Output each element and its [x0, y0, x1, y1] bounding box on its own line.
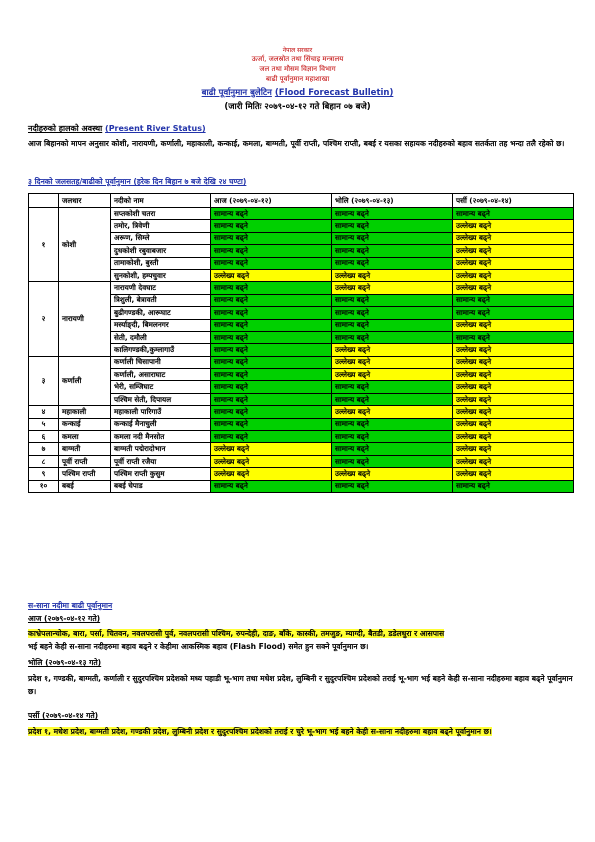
forecast-tomorrow: सामान्य बढ्ने [332, 393, 453, 405]
forecast-today: सामान्य बढ्ने [211, 294, 332, 306]
present-status-heading-en: (Present River Status) [105, 124, 206, 133]
basin-name: पश्चिम राप्ती [59, 468, 111, 480]
forecast-today: सामान्य बढ्ने [211, 431, 332, 443]
table-row [29, 418, 574, 430]
river-name: कालिगण्डकी,कुम्लागाउँ [111, 344, 211, 356]
forecast-dayafter: उल्लेख्य बढ्ने [453, 269, 574, 281]
forecast-tomorrow: सामान्य बढ्ने [332, 220, 453, 232]
forecast-today: सामान्य बढ्ने [211, 418, 332, 430]
forecast-tomorrow: सामान्य बढ्ने [332, 418, 453, 430]
forecast-dayafter: उल्लेख्य बढ्ने [453, 468, 574, 480]
forecast-tomorrow: सामान्य बढ्ने [332, 381, 453, 393]
river-name: दुधकोशी रबुवाबजार [111, 245, 211, 257]
table-row [29, 455, 574, 467]
forecast-dayafter: उल्लेख्य बढ्ने [453, 431, 574, 443]
forecast-today: सामान्य बढ्ने [211, 406, 332, 418]
river-name: महाकाली पारिगाउँ [111, 406, 211, 418]
basin-number: १० [29, 480, 59, 492]
present-status-heading [28, 123, 206, 134]
forecast-tomorrow: उल्लेख्य बढ्ने [332, 269, 453, 281]
forecast-dayafter: उल्लेख्य बढ्ने [453, 245, 574, 257]
header-government: नेपाल सरकार [282, 47, 313, 54]
small-rivers-today-highlight: काभ्रेपलान्चोक, बारा, पर्सा, चितवन, नवलपरासी पुर्व, नवलपरासी पश्चिम, रुपन्देही, दाङ, बाँके, कास्की, तमजुङ, म्याग्दी, बैतडी, डडेलधुरा र आसपास [28, 629, 445, 638]
basin-name: बाग्मती [59, 443, 111, 455]
river-name: तामाकोशी, बुस्ती [111, 257, 211, 269]
basin-number: १ [29, 208, 59, 282]
forecast-tomorrow: उल्लेख्य बढ्ने [332, 356, 453, 368]
forecast-dayafter: उल्लेख्य बढ्ने [453, 393, 574, 405]
forecast-tomorrow: उल्लेख्य बढ्ने [332, 468, 453, 480]
river-name: अरूण, सिम्ले [111, 232, 211, 244]
forecast-today: उल्लेख्य बढ्ने [211, 269, 332, 281]
forecast-tomorrow: सामान्य बढ्ने [332, 257, 453, 269]
river-name: कर्णाली, असाराघाट [111, 369, 211, 381]
basin-name: कर्णाली [59, 356, 111, 406]
forecast-tomorrow: सामान्य बढ्ने [332, 208, 453, 220]
forecast-tomorrow: सामान्य बढ्ने [332, 245, 453, 257]
small-rivers-today-label: आज (२०७९-०४-१२ गते) [28, 614, 101, 623]
forecast-dayafter: उल्लेख्य बढ्ने [453, 319, 574, 331]
forecast-tomorrow: उल्लेख्य बढ्ने [332, 344, 453, 356]
table-row [29, 406, 574, 418]
forecast-dayafter: उल्लेख्य बढ्ने [453, 220, 574, 232]
forecast-today: सामान्य बढ्ने [211, 381, 332, 393]
forecast-dayafter: उल्लेख्य बढ्ने [453, 356, 574, 368]
forecast-today: सामान्य बढ्ने [211, 282, 332, 294]
river-name: सुनकोशी, हम्पचुवार [111, 269, 211, 281]
forecast-tomorrow: उल्लेख्य बढ्ने [332, 282, 453, 294]
small-rivers-dayafter-label: पर्सी (२०७९-०४-१४ गते) [28, 711, 99, 720]
basin-name: बबई [59, 480, 111, 492]
forecast-today: सामान्य बढ्ने [211, 307, 332, 319]
forecast-today: सामान्य बढ्ने [211, 480, 332, 492]
present-status-text: आज बिहानको मापन अनुसार कोशी, नारायणी, कर्णाली, महाकाली, कन्काई, कमला, बाग्मती, पूर्वी राप्ती, पश्चिम राप्ती, बबई र यसका सहायक नदीहरुको बहाव सतर्कता तह भन्दा तलै रहेको छ। [28, 139, 565, 148]
river-name: भेरी, सम्जिघाट [111, 381, 211, 393]
col-header-tomorrow: भोलि (२०७९-०४-१३) [332, 194, 453, 208]
forecast-tomorrow: सामान्य बढ्ने [332, 331, 453, 343]
col-header-today: आज (२०७९-०४-१२) [211, 194, 332, 208]
small-rivers-today-text2: भई बहने केही स-साना नदीहरुमा बहाव बढ्ने र केहीमा आकस्मिक बहाव (Flash Flood) समेत हुन सक्ने पूर्वानुमान छ। [28, 642, 369, 651]
river-name: बबई चेपाड [111, 480, 211, 492]
forecast-dayafter: उल्लेख्य बढ्ने [453, 418, 574, 430]
forecast-tomorrow: उल्लेख्य बढ्ने [332, 369, 453, 381]
river-name: त्रिशुली, बेत्रावती [111, 294, 211, 306]
river-name: बाग्मती पद्मेरादोभान [111, 443, 211, 455]
small-rivers-today-text [28, 627, 573, 653]
river-name: सेती, दमौली [111, 331, 211, 343]
table-row [29, 282, 574, 294]
forecast-tomorrow: सामान्य बढ्ने [332, 294, 453, 306]
forecast-tomorrow: सामान्य बढ्ने [332, 480, 453, 492]
col-header-basin: जलधार [59, 194, 111, 208]
river-name: मर्स्याङ्दी, बिमलनगर [111, 319, 211, 331]
table-row [29, 307, 574, 319]
forecast-today: सामान्य बढ्ने [211, 232, 332, 244]
forecast-today: सामान्य बढ्ने [211, 393, 332, 405]
table-row [29, 381, 574, 393]
forecast-dayafter: सामान्य बढ्ने [453, 208, 574, 220]
forecast-dayafter: उल्लेख्य बढ्ने [453, 443, 574, 455]
forecast-dayafter: उल्लेख्य बढ्ने [453, 232, 574, 244]
forecast-table-header [29, 194, 574, 208]
table-row [29, 220, 574, 232]
forecast-today: उल्लेख्य बढ्ने [211, 468, 332, 480]
bulletin-title-english: (Flood Forecast Bulletin) [274, 88, 394, 98]
forecast-tomorrow: सामान्य बढ्ने [332, 319, 453, 331]
table-row [29, 269, 574, 281]
bulletin-title [0, 87, 595, 98]
river-name: पूर्वी राप्ती रजैया [111, 455, 211, 467]
forecast-tomorrow: सामान्य बढ्ने [332, 232, 453, 244]
forecast-dayafter: उल्लेख्य बढ्ने [453, 381, 574, 393]
table-row [29, 356, 574, 368]
forecast-today: सामान्य बढ्ने [211, 245, 332, 257]
table-row [29, 331, 574, 343]
forecast-dayafter: सामान्य बढ्ने [453, 307, 574, 319]
small-rivers-tomorrow-label: भोलि (२०७९-०४-१३ गते) [28, 658, 102, 667]
basin-number: ३ [29, 356, 59, 406]
small-rivers-dayafter-text [28, 725, 573, 738]
small-rivers-tomorrow-text: प्रदेश १, गण्डकी, बाग्मती, कर्णाली र सुदुरपश्चिम प्रदेशको मध्य पहाडी भू-भाग तथा मधेश प्रदेश, लुम्बिनी र सुदुरपश्चिम प्रदेशको तराई भू-भाग भई बहने केही स-साना नदीहरुमा बहाव बढ्ने पूर्वानुमान छ। [28, 674, 573, 696]
col-header-dayafter: पर्सी (२०७९-०४-१४) [453, 194, 574, 208]
present-status-heading-np: नदीहरुको हालको अवस्था [28, 124, 103, 133]
table-row [29, 344, 574, 356]
river-name: बुढीगण्डकी, आरूघाट [111, 307, 211, 319]
bulletin-title-nepali: बाढी पूर्वानुमान बुलेटिन [201, 88, 272, 98]
col-header-river: नदीको नाम [111, 194, 211, 208]
forecast-dayafter: सामान्य बढ्ने [453, 294, 574, 306]
forecast-today: सामान्य बढ्ने [211, 319, 332, 331]
forecast-today: उल्लेख्य बढ्ने [211, 455, 332, 467]
forecast-today: सामान्य बढ्ने [211, 220, 332, 232]
forecast-today: सामान्य बढ्ने [211, 257, 332, 269]
forecast-dayafter: सामान्य बढ्ने [453, 480, 574, 492]
river-name: कर्णाली चिसापानी [111, 356, 211, 368]
table-row [29, 369, 574, 381]
basin-name: पूर्वी राप्ती [59, 455, 111, 467]
header-department: जल तथा मौसम विज्ञान विभाग [259, 65, 336, 73]
header-ministry: ऊर्जा, जलस्रोत तथा सिंचाइ मन्त्रालय [251, 55, 344, 63]
header-division: बाढी पूर्वानुमान महाशाखा [265, 75, 330, 83]
small-rivers-heading: स-साना नदीमा बाढी पूर्वानुमान [28, 601, 113, 610]
river-name: पश्चिम सेती, दिपायल [111, 393, 211, 405]
basin-number: ८ [29, 455, 59, 467]
forecast-dayafter: उल्लेख्य बढ्ने [453, 406, 574, 418]
forecast-dayafter: उल्लेख्य बढ्ने [453, 257, 574, 269]
table-row [29, 294, 574, 306]
forecast-tomorrow: सामान्य बढ्ने [332, 443, 453, 455]
river-name: तमोर, त्रिवेणी [111, 220, 211, 232]
basin-number: २ [29, 282, 59, 356]
forecast-dayafter: उल्लेख्य बढ्ने [453, 344, 574, 356]
basin-name: महाकाली [59, 406, 111, 418]
river-name: कन्काई मैनाचुली [111, 418, 211, 430]
small-rivers-dayafter-highlight: प्रदेश १, मधेश प्रदेश, बाग्मती प्रदेश, गण्डकी प्रदेश, लुम्बिनी प्रदेश र सुदुरपश्चिम प्रदेशको तराई र चुरे भू-भाग भई बहने केही स-साना नदीहरुमा बहाव बढ्ने पूर्वानुमान छ। [28, 727, 492, 736]
forecast-today: सामान्य बढ्ने [211, 356, 332, 368]
table-row [29, 443, 574, 455]
table-row [29, 393, 574, 405]
table-row [29, 208, 574, 220]
table-row [29, 245, 574, 257]
basin-name: कोशी [59, 208, 111, 282]
basin-name: नारायणी [59, 282, 111, 356]
issue-date: (जारी मितिः २०७९-०४-१२ गते बिहान ०७ बजे) [224, 102, 371, 112]
basin-number: ५ [29, 418, 59, 430]
river-name: सप्तकोशी चतरा [111, 208, 211, 220]
basin-number: ६ [29, 431, 59, 443]
forecast-today: सामान्य बढ्ने [211, 331, 332, 343]
forecast-dayafter: उल्लेख्य बढ्ने [453, 455, 574, 467]
table-row [29, 480, 574, 492]
forecast-today: सामान्य बढ्ने [211, 369, 332, 381]
forecast-today: उल्लेख्य बढ्ने [211, 443, 332, 455]
forecast-heading: ३ दिनको जलसतह/बाढीको पूर्वानुमान (हरेक दिन बिहान ७ बजे देखि २४ घण्टा) [28, 177, 247, 186]
forecast-tomorrow: सामान्य बढ्ने [332, 307, 453, 319]
forecast-dayafter: उल्लेख्य बढ्ने [453, 369, 574, 381]
river-name: नारायणी देवघाट [111, 282, 211, 294]
forecast-table [28, 193, 574, 493]
basin-name: कन्काई [59, 418, 111, 430]
basin-number: ९ [29, 468, 59, 480]
table-row [29, 468, 574, 480]
table-row [29, 431, 574, 443]
forecast-today: सामान्य बढ्ने [211, 208, 332, 220]
col-header-num [29, 194, 59, 208]
forecast-today: सामान्य बढ्ने [211, 344, 332, 356]
river-name: पश्चिम राप्ती कुसुम [111, 468, 211, 480]
table-row [29, 257, 574, 269]
forecast-tomorrow: सामान्य बढ्ने [332, 455, 453, 467]
basin-number: ७ [29, 443, 59, 455]
table-row [29, 232, 574, 244]
forecast-dayafter: उल्लेख्य बढ्ने [453, 282, 574, 294]
forecast-tomorrow: सामान्य बढ्ने [332, 431, 453, 443]
table-row [29, 319, 574, 331]
river-name: कमला नदी मैनसोत [111, 431, 211, 443]
basin-number: ४ [29, 406, 59, 418]
forecast-tomorrow: उल्लेख्य बढ्ने [332, 406, 453, 418]
basin-name: कमला [59, 431, 111, 443]
forecast-dayafter: सामान्य बढ्ने [453, 331, 574, 343]
